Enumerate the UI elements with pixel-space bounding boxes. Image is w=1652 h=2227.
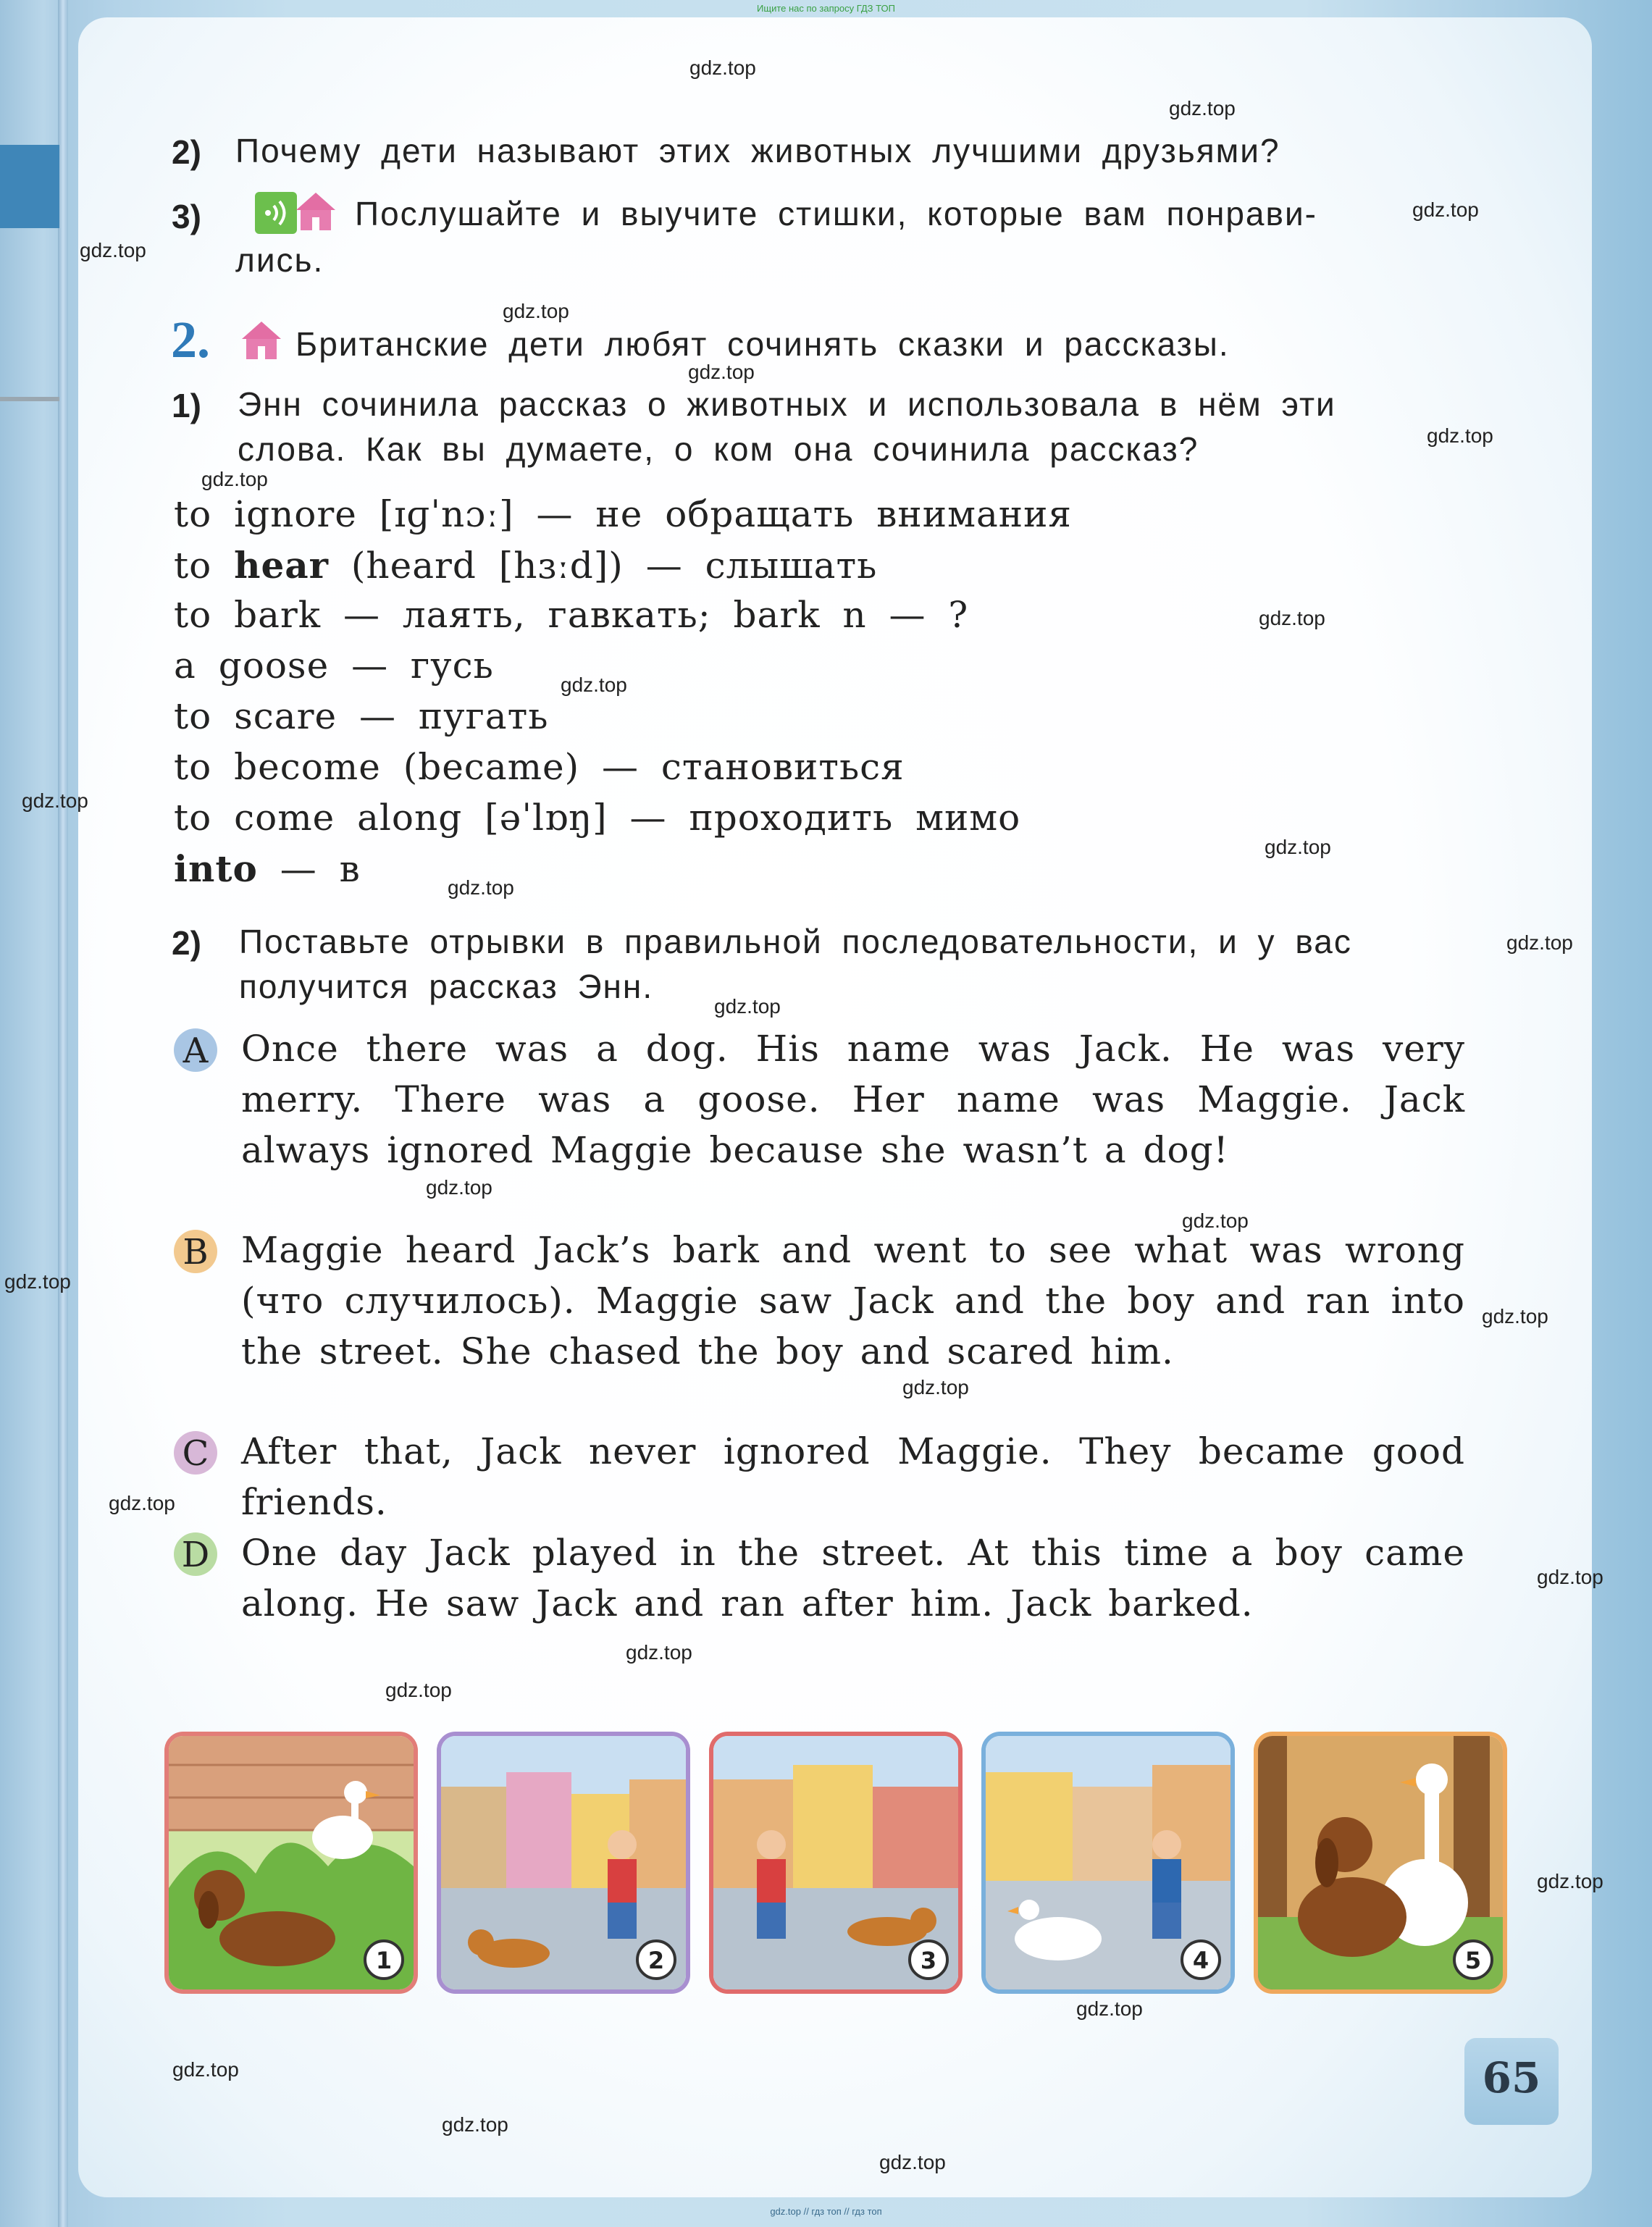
watermark: gdz.top xyxy=(561,674,627,696)
header-note: Ищите нас по запросу ГДЗ ТОП xyxy=(757,3,895,14)
watermark: gdz.top xyxy=(1265,836,1331,858)
picture-number-badge xyxy=(1179,1938,1223,1981)
watermark: gdz.top xyxy=(448,876,514,899)
vocab-line: to become (became) — становиться xyxy=(174,746,905,788)
vocab-line: to ignore [ɪɡˈnɔː] — не обращать внимания xyxy=(174,493,1072,535)
footer-note: gdz.top // гдз топ // гдз топ xyxy=(770,2206,882,2217)
watermark: gdz.top xyxy=(626,1641,692,1664)
item-number: 2) xyxy=(172,924,201,962)
watermark: gdz.top xyxy=(714,995,781,1018)
watermark: gdz.top xyxy=(688,361,755,383)
book-spine xyxy=(58,0,68,2227)
watermark: gdz.top xyxy=(80,239,146,261)
picture-number-badge xyxy=(1451,1938,1495,1981)
watermark: gdz.top xyxy=(385,1679,452,1701)
page-number: 65 xyxy=(1464,2038,1559,2125)
picture-number: 2 xyxy=(647,1947,665,1974)
vocab-line: to scare — пугать xyxy=(174,695,549,737)
picture-number-badge xyxy=(634,1938,678,1981)
picture-number: 5 xyxy=(1464,1947,1482,1974)
story-paragraph-d: One day Jack played in the street. At this time a boy came along. He saw Jack and ran after him. Jack barked. xyxy=(241,1532,1465,1624)
task-number: 2. xyxy=(171,311,210,369)
instruction-text: слова. Как вы думаете, о ком она сочинила рассказ? xyxy=(238,430,1199,468)
watermark: gdz.top xyxy=(4,1270,71,1293)
watermark: gdz.top xyxy=(1537,1566,1603,1588)
home-task-icon xyxy=(239,319,284,361)
watermark: gdz.top xyxy=(1412,198,1479,221)
item-number: 1) xyxy=(172,387,201,424)
watermark: gdz.top xyxy=(22,789,88,812)
watermark: gdz.top xyxy=(1076,1997,1143,2020)
vocab-line: to hear (heard [hɜːd]) — слышать xyxy=(174,544,878,587)
paragraph-letter-d: D xyxy=(174,1532,217,1576)
home-task-icon xyxy=(293,190,338,232)
watermark: gdz.top xyxy=(1506,931,1573,954)
watermark: gdz.top xyxy=(1427,424,1493,447)
paragraph-letter-b: B xyxy=(174,1230,217,1273)
vocab-line: into — в xyxy=(174,847,361,890)
picture-number: 4 xyxy=(1192,1947,1209,1974)
watermark: gdz.top xyxy=(902,1376,969,1398)
picture-number: 3 xyxy=(920,1947,937,1974)
instruction-text: Энн сочинила рассказ о животных и использовала в нём эти xyxy=(238,385,1336,423)
watermark: gdz.top xyxy=(689,56,756,79)
instruction-text: лись. xyxy=(235,241,324,279)
watermark: gdz.top xyxy=(879,2151,946,2173)
watermark: gdz.top xyxy=(172,2058,239,2081)
task-title: Британские дети любят сочинять сказки и рассказы. xyxy=(295,325,1230,363)
watermark: gdz.top xyxy=(1169,97,1236,119)
instruction-text: Послушайте и выучите стишки, которые вам понрави- xyxy=(355,195,1317,232)
picture-number-badge xyxy=(362,1938,406,1981)
watermark: gdz.top xyxy=(201,468,268,490)
vocab-line: to come along [əˈlɒŋ] — проходить мимо xyxy=(174,797,1021,839)
item-number: 3) xyxy=(172,198,201,235)
vocab-line: to bark — лаять, гавкать; bark n — ? xyxy=(174,594,969,636)
story-paragraph-c: After that, Jack never ignored Maggie. They became good friends. xyxy=(241,1430,1465,1523)
picture-number: 1 xyxy=(375,1947,393,1974)
question-text: Почему дети называют этих животных лучшими друзьями? xyxy=(235,132,1280,169)
watermark: gdz.top xyxy=(1259,607,1325,629)
picture-number-badge xyxy=(907,1938,950,1981)
item-number: 2) xyxy=(172,133,201,171)
story-paragraph-a: Once there was a dog. His name was Jack. He was very merry. There was a goose. Her name was Maggie. Jack always ignored Maggie because she wasn’t a dog! xyxy=(241,1028,1465,1171)
instruction-text: получится рассказ Энн. xyxy=(239,968,654,1005)
story-paragraph-b: Maggie heard Jack’s bark and went to see what was wrong (что случилось). Maggie saw Jack and the boy and ran into the street. She chased the boy and scared him. xyxy=(241,1229,1465,1372)
paragraph-letter-c: C xyxy=(174,1431,217,1475)
watermark: gdz.top xyxy=(503,300,569,322)
watermark: gdz.top xyxy=(109,1492,175,1514)
section-tab-marker xyxy=(0,145,59,228)
instruction-text: Поставьте отрывки в правильной последовательности, и у вас xyxy=(239,923,1352,960)
watermark: gdz.top xyxy=(426,1176,492,1199)
audio-icon[interactable] xyxy=(255,192,297,234)
watermark: gdz.top xyxy=(1482,1305,1548,1328)
paragraph-letter-a: A xyxy=(174,1028,217,1072)
watermark: gdz.top xyxy=(442,2113,508,2136)
watermark: gdz.top xyxy=(1537,1870,1603,1892)
vocab-line: a goose — гусь xyxy=(174,645,494,687)
watermark: gdz.top xyxy=(1182,1209,1249,1232)
side-divider xyxy=(0,397,59,401)
